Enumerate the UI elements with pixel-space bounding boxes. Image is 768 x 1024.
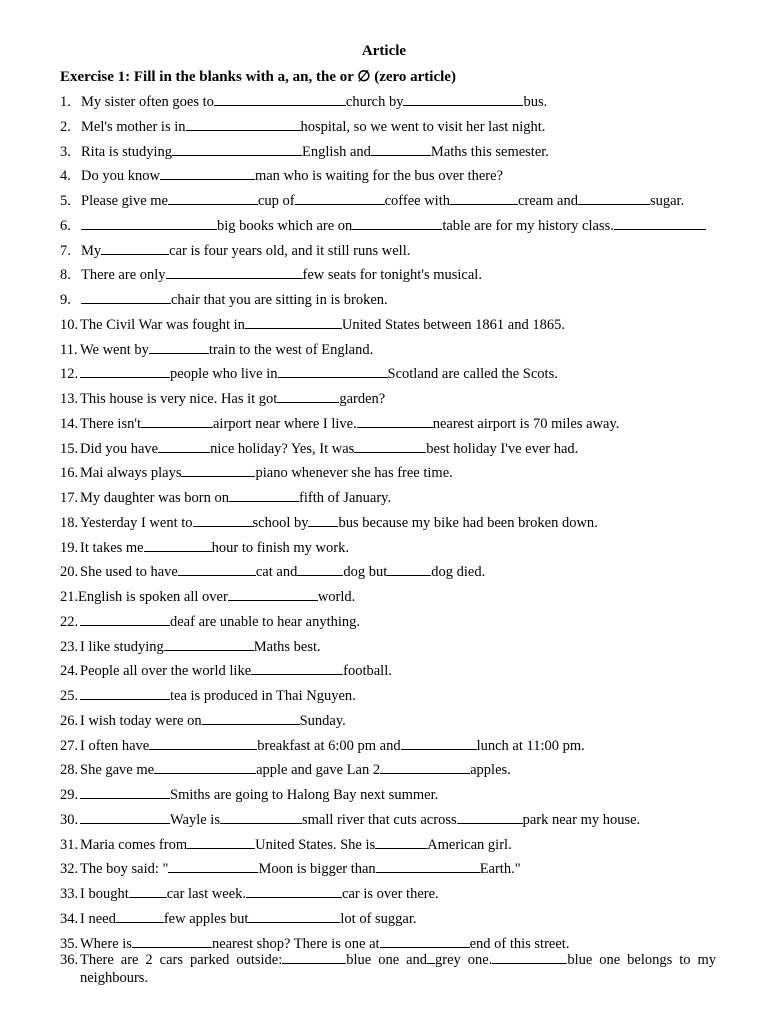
question-text-part: blue one and	[346, 952, 428, 968]
answer-blank[interactable]	[457, 811, 523, 824]
answer-blank[interactable]	[116, 910, 164, 923]
question-text-part: train to the west of England.	[208, 341, 374, 358]
question-text	[81, 118, 545, 136]
answer-blank[interactable]	[450, 192, 518, 205]
question-number: 30.	[60, 811, 79, 828]
question-number: 4.	[60, 168, 71, 185]
answer-blank[interactable]	[401, 737, 477, 750]
question-text	[80, 712, 346, 730]
answer-blank[interactable]	[193, 514, 253, 527]
question-text-part: Wayle is	[170, 811, 220, 828]
question-text	[81, 192, 684, 210]
question-text-part: She used to have	[80, 564, 178, 581]
question-text-part: I need	[80, 910, 116, 927]
question-text	[80, 737, 585, 755]
answer-blank[interactable]	[387, 563, 431, 576]
answer-blank[interactable]	[427, 951, 435, 964]
question-number: 22.	[60, 613, 79, 630]
question-text-part: Maths this semester.	[430, 143, 549, 160]
question-number: 1.	[60, 94, 71, 110]
answer-blank[interactable]	[375, 836, 427, 849]
question-text-part: Smiths are going to Halong Bay next summer.	[170, 787, 439, 803]
question-text	[80, 786, 438, 804]
answer-blank[interactable]	[181, 464, 255, 477]
question-text-part: Maria comes from	[80, 836, 188, 853]
answer-blank[interactable]	[220, 811, 302, 824]
answer-blank[interactable]	[129, 885, 167, 898]
question-text-part: car is four years old, and it still runs well.	[169, 242, 411, 259]
question-number: 35.	[60, 935, 79, 952]
question-text-part: park near my house.	[522, 811, 641, 828]
answer-blank[interactable]	[80, 687, 170, 700]
answer-blank[interactable]	[245, 316, 342, 329]
answer-blank[interactable]	[297, 563, 343, 576]
answer-blank[interactable]	[492, 951, 567, 964]
question-text-part: people who live in	[170, 366, 278, 383]
answer-blank[interactable]	[251, 662, 343, 675]
question-number: 31.	[60, 836, 79, 853]
question-text-part: Please give me	[81, 193, 168, 209]
question-number: 8.	[60, 267, 71, 284]
question-text	[80, 860, 521, 878]
question-text-part: She gave me	[80, 762, 155, 779]
question-number: 11.	[60, 341, 78, 358]
answer-blank[interactable]	[144, 539, 212, 552]
question-text	[81, 143, 549, 161]
answer-blank[interactable]	[80, 613, 170, 626]
question-text-part: sugar.	[649, 193, 685, 209]
question-text-part: football.	[343, 663, 392, 680]
question-text-part: deaf are unable to hear anything.	[170, 613, 361, 630]
answer-blank[interactable]	[229, 489, 299, 502]
answer-blank[interactable]	[246, 885, 342, 898]
question-number: 34.	[60, 910, 79, 927]
question-number: 29.	[60, 787, 79, 803]
answer-blank[interactable]	[80, 811, 170, 824]
question-text-part: Where is	[80, 935, 132, 952]
question-text-part: cream and	[517, 193, 578, 209]
question-text	[80, 563, 485, 581]
answer-blank[interactable]	[178, 563, 256, 576]
question-text-part: piano whenever she has free time.	[255, 465, 453, 482]
question-number: 2.	[60, 118, 71, 135]
question-text-part: world.	[317, 589, 356, 605]
answer-blank[interactable]	[282, 951, 346, 964]
question-text-part: English is spoken all over	[78, 589, 228, 605]
question-text	[80, 464, 453, 482]
question-text-part: man who is waiting for the bus over there?	[254, 168, 503, 185]
question-text	[80, 539, 349, 557]
question-text-part: Yesterday I went to	[80, 514, 193, 531]
question-text-part: few apples but	[163, 910, 249, 927]
question-text	[80, 440, 578, 458]
question-text-part: small river that cuts across	[301, 811, 457, 828]
question-text	[80, 885, 439, 903]
answer-blank[interactable]	[158, 440, 210, 453]
question-text-part: apples.	[470, 762, 511, 779]
answer-blank[interactable]	[371, 143, 431, 156]
question-number: 6.	[60, 217, 71, 234]
question-text-part: We went by	[80, 341, 149, 358]
question-number: 7.	[60, 242, 71, 259]
answer-blank[interactable]	[164, 638, 254, 651]
question-text-part: nice holiday? Yes, It was	[210, 440, 355, 457]
answer-blank[interactable]	[101, 242, 169, 255]
question-number: 25.	[60, 688, 79, 704]
question-text-part: United States. She is	[255, 836, 376, 853]
question-text-part: few seats for tonight's musical.	[302, 267, 482, 284]
question-text-part: I often have	[80, 737, 150, 754]
question-text-part: cup of	[257, 193, 295, 209]
question-text-part: lot of suggar.	[340, 910, 417, 927]
question-text	[81, 266, 482, 284]
question-number: 3.	[60, 143, 71, 160]
question-text	[80, 341, 373, 359]
answer-blank[interactable]	[160, 167, 255, 180]
page-title: Article	[361, 43, 407, 59]
question-number: 23.	[60, 638, 79, 655]
question-text-part: Moon is bigger than	[258, 861, 376, 878]
answer-blank[interactable]	[202, 712, 300, 725]
question-text-part: Scotland are called the Scots.	[387, 366, 558, 383]
question-text-part: I like studying	[80, 638, 164, 655]
question-text-part: fifth of January.	[299, 490, 392, 506]
question-text-part: best holiday I've ever had.	[426, 440, 579, 457]
question-text	[80, 489, 391, 507]
question-text-part: I bought	[80, 886, 129, 902]
question-text	[81, 167, 503, 185]
answer-blank[interactable]	[308, 514, 338, 527]
question-text-part: I wish today were on	[80, 712, 202, 729]
question-text-part: grey one.	[435, 952, 493, 968]
answer-blank[interactable]	[357, 415, 433, 428]
answer-blank[interactable]	[186, 118, 301, 131]
question-number: 15.	[60, 440, 79, 457]
question-number: 36.	[60, 952, 79, 968]
question-text-part: church by	[345, 94, 404, 110]
question-text-part: Maths best.	[253, 638, 321, 655]
question-text-part: My	[81, 242, 102, 259]
question-text	[80, 514, 598, 532]
answer-blank[interactable]	[141, 415, 213, 428]
question-text-part: Earth."	[479, 861, 521, 878]
question-number: 26.	[60, 712, 79, 729]
answer-blank[interactable]	[187, 836, 255, 849]
question-number: 12.	[60, 366, 79, 383]
question-text-part: Rita is studying	[81, 143, 173, 160]
question-text-part: Sunday.	[299, 712, 346, 729]
question-text-part: big books which are on	[217, 217, 353, 234]
question-text	[80, 390, 385, 408]
question-text	[80, 638, 321, 656]
question-text-part: chair that you are sitting in is broken.	[171, 292, 388, 308]
answer-blank[interactable]	[80, 786, 170, 799]
question-text-part: end of this street.	[469, 935, 570, 952]
question-text	[81, 93, 547, 111]
question-text-part: My daughter was born on	[80, 490, 230, 506]
question-text-part: My sister often goes to	[81, 94, 214, 110]
question-text-part: bus.	[523, 94, 548, 110]
question-text	[80, 910, 417, 928]
question-text	[80, 761, 511, 779]
question-text	[80, 935, 569, 953]
answer-blank[interactable]	[376, 860, 480, 873]
question-text-part: tea is produced in Thai Nguyen.	[170, 688, 356, 704]
question-text	[80, 415, 619, 433]
question-text-part: cat and	[255, 564, 298, 581]
question-text-part: United States between 1861 and 1865.	[341, 316, 565, 333]
question-number: 24.	[60, 663, 79, 680]
question-text-part: The boy said: "	[80, 861, 169, 878]
question-number: 32.	[60, 861, 79, 878]
question-text-part: Mai always plays	[80, 465, 182, 482]
question-text	[80, 811, 640, 829]
question-text-part: There are 2 cars parked outside:	[80, 952, 283, 968]
question-text-part: nearest shop? There is one at	[211, 935, 380, 952]
question-text	[80, 836, 512, 854]
question-number: 5.	[60, 193, 71, 209]
question-text	[80, 365, 558, 383]
question-text-part: blue one belongs to my neighbours.	[80, 952, 717, 986]
question-text	[81, 291, 388, 309]
answer-blank[interactable]	[172, 143, 302, 156]
question-text	[80, 316, 565, 334]
question-number: 14.	[60, 415, 79, 432]
question-text-part: People all over the world like	[80, 663, 252, 680]
question-text	[78, 588, 355, 606]
answer-blank[interactable]	[81, 291, 171, 304]
question-text-part: There are only	[81, 267, 166, 284]
answer-blank[interactable]	[154, 761, 256, 774]
answer-blank[interactable]	[166, 266, 303, 279]
question-text-part: The Civil War was fought in	[80, 316, 245, 333]
question-number: 19.	[60, 539, 79, 556]
answer-blank[interactable]	[278, 365, 388, 378]
question-text-part: hospital, so we went to visit her last night.	[300, 118, 546, 135]
question-text-part: lunch at 11:00 pm.	[476, 737, 585, 754]
question-text	[81, 217, 706, 235]
answer-blank[interactable]	[614, 217, 706, 230]
answer-blank[interactable]	[295, 192, 385, 205]
answer-blank[interactable]	[149, 341, 209, 354]
question-number: 20.	[60, 564, 79, 581]
question-number: 33.	[60, 886, 79, 902]
answer-blank[interactable]	[352, 217, 442, 230]
answer-blank[interactable]	[248, 910, 340, 923]
question-text-part: nearest airport is 70 miles away.	[432, 415, 620, 432]
question-text-part: school by	[252, 514, 309, 531]
exercise-title: Exercise 1: Fill in the blanks with a, an, the or ∅ (zero article)	[60, 69, 456, 85]
question-text	[80, 613, 360, 631]
answer-blank[interactable]	[214, 93, 346, 106]
question-text-part: garden?	[339, 391, 386, 407]
question-text	[80, 662, 392, 680]
answer-blank[interactable]	[403, 93, 523, 106]
question-text-part: Did you have	[80, 440, 159, 457]
question-text-part: bus because my bike had been broken down.	[338, 514, 598, 531]
question-text-part: table are for my history class.	[442, 217, 614, 234]
question-number: 17.	[60, 490, 79, 506]
question-text-part: Do you know	[81, 168, 160, 185]
question-text	[80, 687, 356, 705]
question-number: 10.	[60, 316, 79, 333]
question-number: 28.	[60, 762, 79, 779]
question-number: 21.	[60, 589, 79, 605]
question-text-part: car is over there.	[342, 886, 439, 902]
answer-blank[interactable]	[81, 217, 217, 230]
question-text-part: dog but	[343, 564, 388, 581]
answer-blank[interactable]	[132, 935, 212, 948]
question-text-part: breakfast at 6:00 pm and	[257, 737, 401, 754]
answer-blank[interactable]	[380, 935, 470, 948]
answer-blank[interactable]	[80, 365, 170, 378]
question-text-part: car last week.	[166, 886, 247, 902]
question-text-part: This house is very nice. Has it got	[80, 391, 278, 407]
question-text-part: coffee with	[384, 193, 450, 209]
answer-blank[interactable]	[380, 761, 470, 774]
question-text-part: It takes me	[80, 539, 144, 556]
question-number: 27.	[60, 737, 79, 754]
question-text-part: apple and gave Lan 2	[256, 762, 381, 779]
question-text-part: American girl.	[427, 836, 512, 853]
question-text	[80, 951, 716, 987]
answer-blank[interactable]	[168, 192, 258, 205]
question-text-part: hour to finish my work.	[211, 539, 349, 556]
question-number: 9.	[60, 292, 71, 308]
question-text-part: English and	[302, 143, 371, 160]
question-text-part: dog died.	[431, 564, 486, 581]
question-text-part: There isn't	[80, 415, 141, 432]
answer-blank[interactable]	[149, 737, 257, 750]
answer-blank[interactable]	[578, 192, 650, 205]
question-number: 18.	[60, 514, 79, 531]
answer-blank[interactable]	[228, 588, 318, 601]
question-text-part: Mel's mother is in	[81, 118, 186, 135]
answer-blank[interactable]	[277, 390, 339, 403]
question-number: 13.	[60, 391, 79, 407]
answer-blank[interactable]	[168, 860, 258, 873]
question-text	[81, 242, 410, 260]
question-text-part: airport near where I live.	[213, 415, 357, 432]
question-number: 16.	[60, 465, 79, 482]
answer-blank[interactable]	[354, 440, 426, 453]
